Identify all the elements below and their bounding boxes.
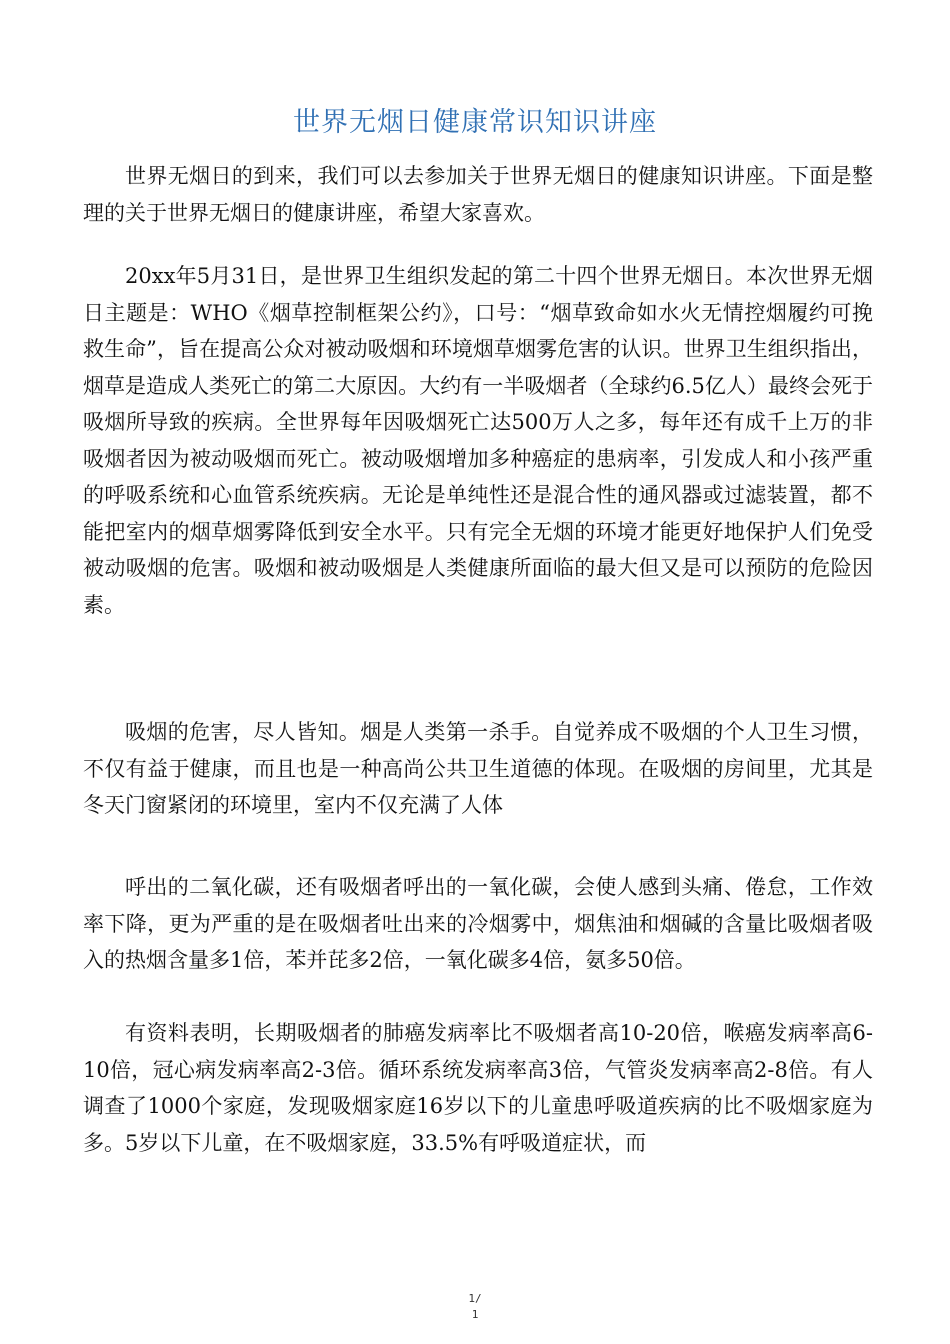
page-number-bottom: 1 [471,1308,479,1321]
page-title: 世界无烟日健康常识知识讲座 [293,107,657,138]
paragraph-exhaled-gases: 呼出的二氧化碳，还有吸烟者呼出的一氧化碳，会使人感到头痛、倦怠，工作效率下降，更为严重的是在吸烟者吐出来的冷烟雾中，烟焦油和烟碱的含量比吸烟者吸入的热烟含量多1倍，苯并芘多2倍，一氧化碳多4倍，氨多50倍。 [83,875,873,972]
paragraph-intro: 世界无烟日的到来，我们可以去参加关于世界无烟日的健康知识讲座。下面是整理的关于世界无烟日的健康讲座，希望大家喜欢。 [83,164,873,225]
paragraph-statistics: 有资料表明，长期吸烟者的肺癌发病率比不吸烟者高10-20倍，喉癌发病率高6-10倍，冠心病发病率高2-3倍。循环系统发病率高3倍，气管炎发病率高2-8倍。有人调查了1000个家庭，发现吸烟家庭16岁以下的儿童患呼吸道疾病的比不吸烟家庭为多。5岁以下儿童，在不吸烟家庭，33.5%有呼吸道症状，而 [83,1021,873,1155]
paragraph-theme: 20xx年5月31日，是世界卫生组织发起的第二十四个世界无烟日。本次世界无烟日主题是：WHO《烟草控制框架公约》，口号：“烟草致命如水火无情控烟履约可挽救生命”，旨在提高公众对被动吸烟和环境烟草烟雾危害的认识。世界卫生组织指出，烟草是造成人类死亡的第二大原因。大约有一半吸烟者（全球约6.5亿人）最终会死于吸烟所导致的疾病。全世界每年因吸烟死亡达500万人之多，每年还有成千上万的非吸烟者因为被动吸烟而死亡。被动吸烟增加多种癌症的患病率，引发成人和小孩严重的呼吸系统和心血管系统疾病。无论是单纯性还是混合性的通风器或过滤装置，都不能把室内的烟草烟雾降低到安全水平。只有完全无烟的环境才能更好地保护人们免受被动吸烟的危害。吸烟和被动吸烟是人类健康所面临的最大但又是可以预防的危险因素。 [83,264,873,617]
paragraph-smoking-harm: 吸烟的危害，尽人皆知。烟是人类第一杀手。自觉养成不吸烟的个人卫生习惯，不仅有益于健康，而且也是一种高尚公共卫生道德的体现。在吸烟的房间里，尤其是冬天门窗紧闭的环境里，室内不仅充满了人体 [83,720,873,817]
page-number-top: 1/ [468,1292,482,1305]
